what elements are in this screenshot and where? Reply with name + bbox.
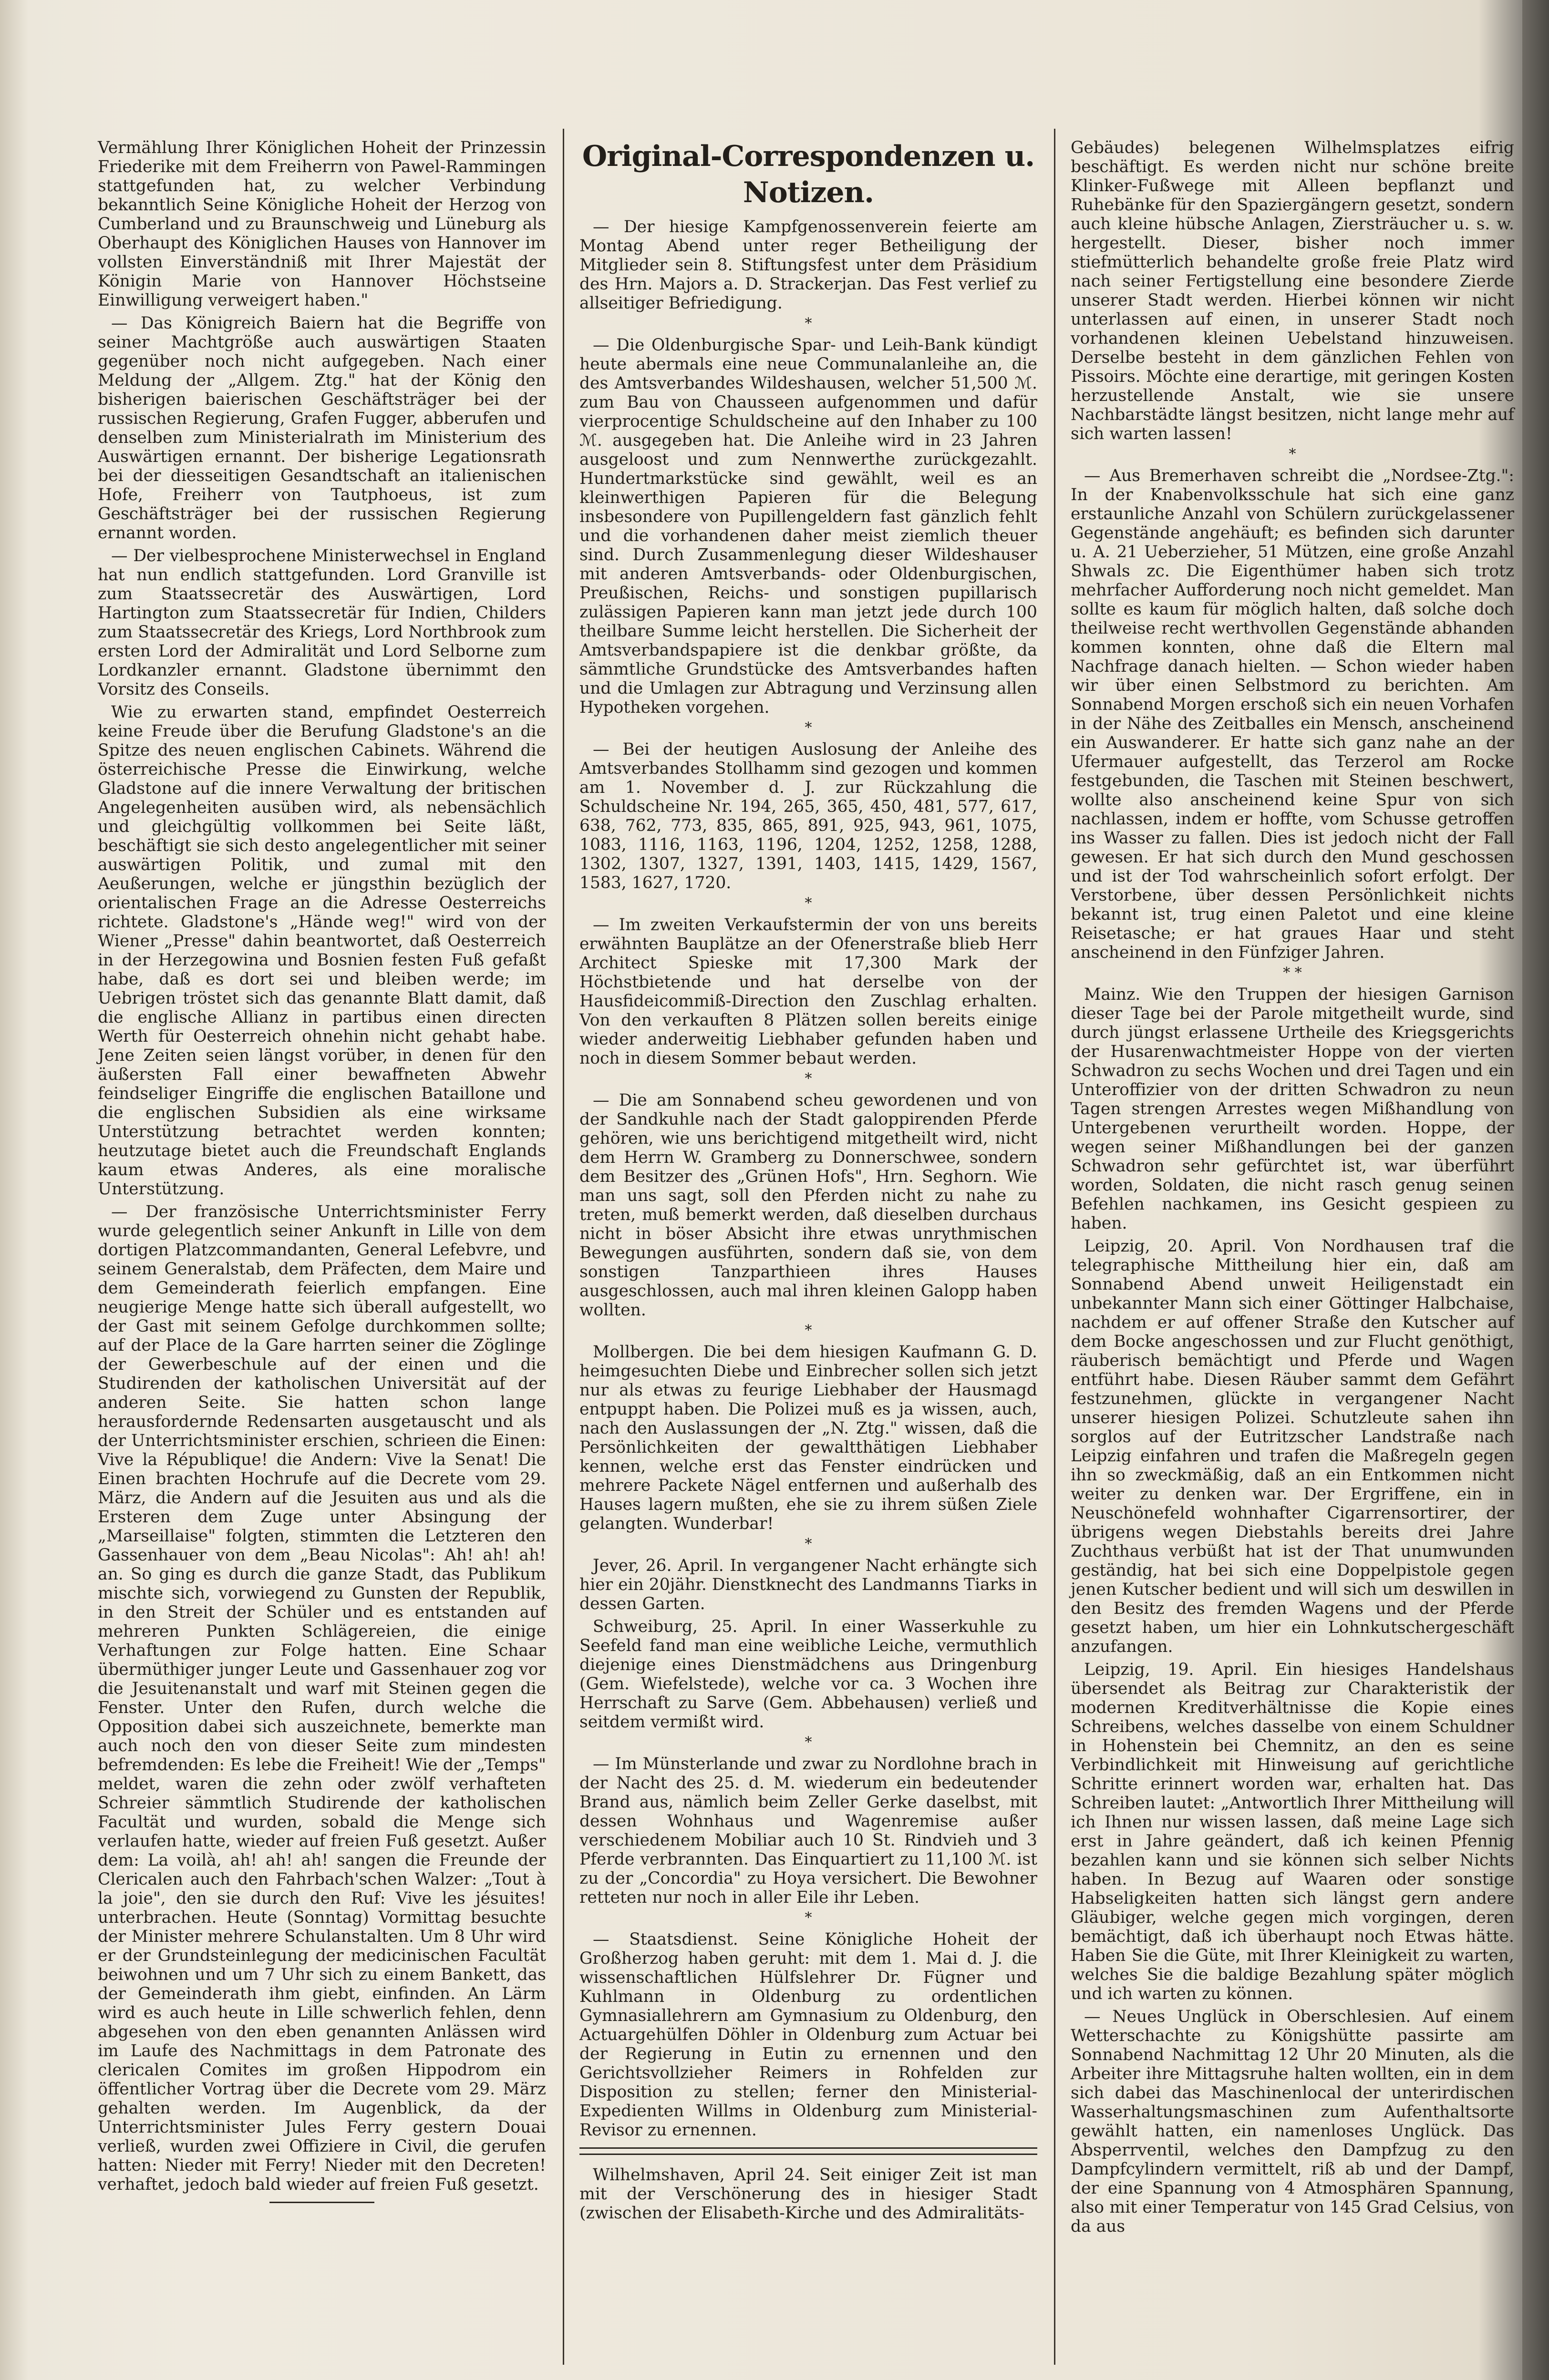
article-pferde: — Die am Sonnabend scheu gewordenen und von der Sandkuhle nach der Stadt galoppirenden Pferde gehören, wie uns berichtigend mitgetheilt wird, nicht dem Herrn W. Gramberg zu Donnerschwee, sondern dem Besitzer des „Grünen Hofs", Hrn. Seghorn. Wie man uns sagt, soll den Pferden nicht zu nahe zu treten, muß bemerkt werden, daß dieselben durchaus nicht in böser Absicht ihre etwas unrythmischen Bewegungen ausführten, sondern daß sie, von dem sonstigen Tanzparthieen ihres Hauses ausgeschlossen, auch mal ihren kleinen Galopp haben wollten. bbox=[579, 1091, 1037, 1320]
separator-star: * bbox=[805, 1734, 812, 1751]
column-2 bbox=[579, 138, 1037, 2226]
article-wilhelmsplatz-cont: Gebäudes) belegenen Wilhelmsplatzes eifrig beschäftigt. Es werden nicht nur schöne breite Klinker-Fußwege mit Alleen bepflanzt und Ruhebänke für den Spaziergängern gesetzt, sondern auch kleine hübsche Anlagen, Ziersträucher u. s. w. hergestellt. Dieser, bisher noch immer stiefmütterlich behandelte große freie Platz wird nach seiner Fertigstellung eine besondere Zierde unserer Stadt werden. Hierbei können wir nicht unterlassen auf einen, in unserer Stadt noch vorhandenen kleinen Uebelstand hinzuweisen. Derselbe besteht in dem gänzlichen Fehlen von Pissoirs. Möchte eine derartige, mit geringen Kosten herzustellende Anstalt, wie sie unsere Nachbarstädte längst besitzen, nicht lange mehr auf sich warten lassen! bbox=[1071, 138, 1514, 443]
article-staatsdienst: — Staatsdienst. Seine Königliche Hoheit der Großherzog haben geruht: mit dem 1. Mai d. J. die wissenschaftlichen Hülfslehrer Dr. Fügner und Kuhlmann in Oldenburg zu ordentlichen Gymnasiallehrern am Gymnasium zu Oldenburg, den Actuargehülfen Döhler in Oldenburg zum Actuar bei der Regierung in Eutin zu ernennen und den Gerichtsvollzieher Reimers in Rohfelden zur Disposition zu stellen; ferner den Ministerial-Expedienten Willms in Oldenburg zum Ministerial-Revisor zu ernennen. bbox=[579, 1930, 1037, 2140]
article-bavaria: — Das Königreich Baiern hat die Begriffe von seiner Machtgröße auch auswärtigen Staaten gegenüber noch nicht aufgegeben. Nach einer Meldung der „Allgem. Ztg." hat der König den bisherigen baierischen Geschäftsträger bei der russischen Regierung, Grafen Fugger, abberufen und denselben zum Ministerialrath im Ministerium des Auswärtigen ernannt. Der bisherige Legationsrath bei der diesseitigen Gesandtschaft an italienischen Hofe, Freiherr von Tautphoeus, ist zum Geschäftsträger bei der russischen Regierung ernannt worden. bbox=[98, 314, 546, 543]
section-heading: Original-Correspondenzen u. Notizen. bbox=[582, 140, 1035, 209]
separator-star: * bbox=[805, 895, 812, 912]
article-schweiburg: Schweiburg, 25. April. In einer Wasserkuhle zu Seefeld fand man eine weibliche Leiche, vermuthlich diejenige eines Dienstmädchens aus Dringenburg (Gem. Wiefelstede), welche vor ca. 3 Wochen ihre Herrschaft zu Sarve (Gem. Abbehausen) verließ und seitdem vermißt wird. bbox=[579, 1617, 1037, 1732]
article-auslosung: — Bei der heutigen Auslosung der Anleihe des Amtsverbandes Stollhamm sind gezogen und kommen am 1. November d. J. zur Rückzahlung die Schuldscheine Nr. 194, 265, 365, 450, 481, 577, 617, 638, 762, 773, 835, 865, 891, 925, 943, 961, 1075, 1083, 1116, 1163, 1196, 1204, 1252, 1258, 1288, 1302, 1307, 1327, 1391, 1403, 1415, 1429, 1567, 1583, 1627, 1720. bbox=[579, 740, 1037, 892]
article-jever: Jever, 26. April. In vergangener Nacht erhängte sich hier ein 20jähr. Dienstknecht des Landmanns Tiarks in dessen Garten. bbox=[579, 1556, 1037, 1613]
separator-star: * bbox=[805, 1909, 812, 1926]
article-austria: Wie zu erwarten stand, empfindet Oesterreich keine Freude über die Berufung Gladstone's an die Spitze des neuen englischen Cabinets. Während die österreichische Presse die Einwirkung, welche Gladstone auf die innere Verwaltung der britischen Angelegenheiten ausüben wird, als nebensächlich und gleichgültig vollkommen bei Seite läßt, beschäftigt sie sich desto angelegentlicher mit seiner auswärtigen Politik, und zumal mit den Aeußerungen, welche er jüngsthin bezüglich der orientalischen Frage an die Adresse Oesterreichs richtete. Gladstone's „Hände weg!" wird von der Wiener „Presse" dahin beantwortet, daß Oesterreich in der Herzegowina und Bosnien festen Fuß gefaßt habe, daß es dort sei und bleiben werde; im Uebrigen tröstet sich das genannte Blatt damit, daß die englische Allianz in partibus einen directen Werth für Oesterreich ohnehin nicht gehabt habe. Jene Zeiten seien längst vorüber, in denen für den äußersten Fall einer bewaffneten Abwehr feindseliger Eingriffe die englischen Bataillone und die englischen Subsidien als eine wirksame Unterstützung betrachtet werden konnten; heutzutage bietet auch die Freundschaft Englands kaum etwas Anderes, als eine moralische Unterstützung. bbox=[98, 703, 546, 1199]
article-kampfgenossenverein: — Der hiesige Kampfgenossenverein feierte am Montag Abend unter reger Betheiligung der Mitglieder sein 8. Stiftungsfest unter dem Präsidium des Hrn. Majors a. D. Strackerjan. Das Fest verlief zu allseitiger Befriedigung. bbox=[579, 217, 1037, 313]
section-rule bbox=[269, 2202, 374, 2203]
separator-star: * bbox=[1289, 446, 1296, 462]
column-3 bbox=[1071, 138, 1514, 2240]
separator-star: * bbox=[805, 1070, 812, 1087]
column-1 bbox=[98, 138, 546, 2212]
article-ferry-lille: — Der französische Unterrichtsminister Ferry wurde gelegentlich seiner Ankunft in Lille von dem dortigen Platzcommandanten, General Lefebvre, und seinem Generalstab, dem Präfecten, dem Maire und dem Gemeinderath feierlich empfangen. Eine neugierige Menge hatte sich überall aufgestellt, wo der Gast mit seinem Gefolge durchkommen sollte; auf der Place de la Gare harrten seiner die Zöglinge der Gewerbeschule auf der einen und die Studirenden der katholischen Universität auf der anderen Seite. Sie hatten schon lange herausfordernde Redensarten ausgetauscht und als der Unterrichtsminister erschien, schrieen die Einen: Vive la République! die Andern: Vive la Senat! Die Einen brachten Hochrufe auf die Decrete vom 29. März, die Andern auf die Jesuiten aus und als die Ersteren dem Zuge unter Absingung der „Marseillaise" folgten, stimmten die Letzteren den Gassenhauer von dem „Beau Nicolas": Ah! ah! ah! an. So ging es durch die ganze Stadt, das Publikum mischte sich, vorwiegend zu Gunsten der Republik, in den Streit der Schüler und es entstanden auf mehreren Punkten Schlägereien, die einige Verhaftungen zur Folge hatten. Eine Schaar übermüthiger junger Leute und Gassenhauer zog vor die Jesuitenanstalt und warf mit Steinen gegen die Fenster. Unter den Rufen, durch welche die Opposition dabei sich auszeichnete, bemerkte man auch noch den von dieser Seite zum mindesten befremdenden: Es lebe die Freiheit! Wie der „Temps" meldet, waren die zehn oder zwölf verhafteten Schreier sämmtlich Studirende der katholischen Facultät und wurden, sobald die Menge sich verlaufen hatte, wieder auf freien Fuß gesetzt. Außer dem: La voilà, ah! ah! ah! sangen die Freunde der Clericalen auch den Fahrbach'schen Walzer: „Tout à la joie", den sie durch den Ruf: Vive les jésuites! unterbrachen. Heute (Sonntag) Vormittag besuchte der Minister mehrere Schulanstalten. Um 8 Uhr wird er der Grundsteinlegung der medicinischen Facultät beiwohnen und um 7 Uhr sich zu einem Bankett, das der Gemeinderath ihm giebt, einfinden. An Lärm wird es auch heute in Lille schwerlich fehlen, denn abgesehen von den eben genannten Anlässen wird im Laufe des Nachmittags in dem Patronate des clericalen Comites im großen Hippodrom ein öffentlicher Vortrag über die Decrete vom 29. März gehalten werden. Im Augenblick, da der Unterrichtsminister Jules Ferry gestern Douai verließ, wurden zwei Offiziere in Civil, die gerufen hatten: Nieder mit Ferry! Nieder mit den Decreten! verhaftet, jedoch bald wieder auf freien Fuß gesetzt. bbox=[98, 1202, 546, 2194]
article-oberschlesien: — Neues Unglück in Oberschlesien. Auf einem Wetterschachte zu Königshütte passirte am Sonnabend Nachmittag 12 Uhr 20 Minuten, als die Arbeiter ihre Mittagsruhe halten wollten, ein in dem sich dabei das Maschinenlocal der unterirdischen Wasserhaltungsmaschinen zum Aufenthaltsorte gewählt hatten, ein namenloses Unglück. Das Absperrventil, welches den Dampfzug zu den Dampfcylindern vermittelt, riß ab und der Dampf, der eine Spannung von 4 Atmosphären Spannung, also mit einer Temperatur von 145 Grad Celsius, von da aus bbox=[1071, 2007, 1514, 2236]
article-mollbergen: Mollbergen. Die bei dem hiesigen Kaufmann G. D. heimgesuchten Diebe und Einbrecher sollen sich jetzt nur als etwas zu feurige Liebhaber der Hausmagd entpuppt haben. Die Polizei muß es ja wissen, auch, nach den Auslassungen der „N. Ztg." wissen, daß die Persönlichkeiten der gewaltthätigen Liebhaber kennen, welche erst das Fenster eindrücken und mehrere Packete Nägel entfernen und außerhalb des Hauses lagern mußten, ehe sie zu ihrem süßen Ziele gelangten. Wunderbar! bbox=[579, 1343, 1037, 1533]
separator-star: * * bbox=[1283, 964, 1302, 981]
article-wilhelmshaven: Wilhelmshaven, April 24. Seit einiger Zeit ist man mit der Verschönerung des in hiesiger Stadt (zwischen der Elisabeth-Kirche und des Admiralitäts- bbox=[579, 2165, 1037, 2223]
article-england-ministry: — Der vielbesprochene Ministerwechsel in England hat nun endlich stattgefunden. Lord Granville ist zum Staatssecretär des Auswärtigen, Lord Hartington zum Staatssecretär für Indien, Childers zum Staatssecretär des Kriegs, Lord Northbrook zum ersten Lord der Admiralität und Lord Selborne zum Lordkanzler ernannt. Gladstone übernimmt den Vorsitz des Conseils. bbox=[98, 546, 546, 699]
section-double-rule bbox=[579, 2147, 1037, 2155]
article-royal-wedding: Vermählung Ihrer Königlichen Hoheit der Prinzessin Friederike mit dem Freiherrn von Pawel-Rammingen stattgefunden hat, zu welcher Verbindung bekanntlich Seine Königliche Hoheit der Herzog von Cumberland und zu Braunschweig und Lüneburg als Oberhaupt des Königlichen Hauses von Hannover im vollsten Einverständniß mit Ihrer Majestät der Königin Marie von Hannover Höchstseine Einwilligung verweigert haben." bbox=[98, 138, 546, 310]
separator-star: * bbox=[805, 719, 812, 736]
article-muensterland: — Im Münsterlande und zwar zu Nordlohne brach in der Nacht des 25. d. M. wiederum ein bedeutender Brand aus, nämlich beim Zeller Gerke daselbst, mit dessen Wohnhaus und Wagenremise außer verschiedenem Mobiliar auch 10 St. Rindvieh und 3 Pferde verbrannten. Das Einquartiert zu 11,100 ℳ. ist zu der „Concordia" zu Hoya versichert. Die Bewohner retteten nur noch in aller Eile ihr Leben. bbox=[579, 1754, 1037, 1907]
article-mainz: Mainz. Wie den Truppen der hiesigen Garnison dieser Tage bei der Parole mitgetheilt wurde, sind durch jüngst erlassene Urtheile des Kriegsgerichts der Husarenwachtmeister Hoppe von der vierten Schwadron zu sechs Wochen und drei Tagen und ein Unteroffizier von der dritten Schwadron zu neun Tagen strengen Arrestes wegen Mißhandlung von Untergebenen verurtheilt worden. Hoppe, der wegen seiner Mißhandlungen bei der ganzen Schwadron sehr gefürchtet ist, war überführt worden, Soldaten, die nicht rasch genug seinen Befehlen nachkamen, ins Gesicht gespieen zu haben. bbox=[1071, 985, 1514, 1233]
column-rule bbox=[563, 129, 564, 2365]
article-spar-leihbank: — Die Oldenburgische Spar- und Leih-Bank kündigt heute abermals eine neue Communalanleihe an, die des Amtsverbandes Wildeshausen, welcher 51,500 ℳ. zum Bau von Chausseen aufgenommen und dafür vierprocentige Schuldscheine auf den Inhaber zu 100 ℳ. ausgegeben hat. Die Anleihe wird in 23 Jahren ausgeloost und zum Nennwerthe zurückgezahlt. Hundertmarkstücke sind gewählt, weil es an kleinwerthigen Papieren für die Belegung insbesondere von Pupillengeldern fast gänzlich fehlt und die vorhandenen daher meist ziemlich theuer sind. Durch Zusammenlegung dieser Wildeshauser mit anderen Amtsverbands- oder Oldenburgischen, Preußischen, Reichs- und sonstigen pupillarisch zulässigen Papieren kann man jetzt jede durch 100 theilbare Summe leicht herstellen. Die Sicherheit der Amtsverbandspapiere ist die denkbar größte, da sämmtliche Grundstücke des Amtsverbandes haften und die Umlagen zur Abtragung und Verzinsung allen Hypotheken vorgehen. bbox=[579, 336, 1037, 717]
separator-star: * bbox=[805, 1322, 812, 1339]
column-rule bbox=[1054, 129, 1055, 2365]
article-leipzig-19: Leipzig, 19. April. Ein hiesiges Handelshaus übersendet als Beitrag zur Charakteristik der modernen Kreditverhältnisse die Kopie eines Schreibens, welches dasselbe von einem Schuldner in Hohenstein bei Chemnitz, an den es seine Verbindlichkeit mit Hinweisung auf gerichtliche Schritte erinnert worden war, erhalten hat. Das Schreiben lautet: „Antwortlich Ihrer Mittheilung will ich Ihnen nur wissen lassen, daß meine Lage sich erst in Jahre geändert, daß ich keinen Pfennig bezahlen kann und sie können sich selber Nichts haben. In Bezug auf Waaren oder sonstige Habseligkeiten hatten sich längst gern andere Gläubiger, welche gegen mich vorgingen, deren bemächtigt, daß ich überhaupt noch Etwas hätte. Haben Sie die Güte, mit Ihrer Kleinigkeit zu warten, welches Sie die baldige Bezahlung später möglich und ich warten zu können. bbox=[1071, 1660, 1514, 2003]
article-bauplaetze: — Im zweiten Verkaufstermin der von uns bereits erwähnten Bauplätze an der Ofenerstraße blieb Herr Architect Spieske mit 17,300 Mark der Höchstbietende und hat derselbe von der Hausfideicommiß-Direction den Zuschlag erhalten. Von den verkauften 8 Plätzen sollen bereits einige wieder anderweitig Liebhaber gefunden haben und noch in diesem Sommer bebaut werden. bbox=[579, 915, 1037, 1068]
binding-edge bbox=[1522, 0, 1549, 2380]
separator-star: * bbox=[805, 315, 812, 332]
separator-star: * bbox=[805, 1536, 812, 1552]
article-bremerhaven: — Aus Bremerhaven schreibt die „Nordsee-Ztg.": In der Knabenvolksschule hat sich eine ganz erstaunliche Anzahl von Schülern zurückgelassener Gegenstände angehäuft; es befinden sich darunter u. A. 21 Ueberzieher, 51 Mützen, eine große Anzahl Shwals zc. Die Eigenthümer haben sich trotz mehrfacher Aufforderung noch nicht gemeldet. Man sollte es kaum für möglich halten, daß solche doch theilweise recht werthvollen Gegenstände abhanden kommen konnten, ohne daß die Eltern mal Nachfrage danach hielten. — Schon wieder haben wir über einen Selbstmord zu berichten. Am Sonnabend Morgen erschoß sich ein neuen Vorhafen in der Nähe des Zeitballes ein Mensch, anscheinend ein Auswanderer. Er hatte sich ganz nahe an der Ufermauer aufgestellt, das Terzerol am Rocke festgebunden, die Taschen mit Steinen beschwert, wollte also anscheinend keine Spur von sich nachlassen, indem er hoffte, vom Schusse getroffen ins Wasser zu fallen. Dies ist jedoch nicht der Fall gewesen. Er hat sich durch den Mund geschossen und ist der Tod wahrscheinlich sofort erfolgt. Der Verstorbene, über dessen Persönlichkeit nichts bekannt ist, trug einen Paletot und eine kleine Reisetasche; er hat graues Haar und steht anscheinend in den Fünfziger Jahren. bbox=[1071, 466, 1514, 962]
article-leipzig-20: Leipzig, 20. April. Von Nordhausen traf die telegraphische Mittheilung hier ein, daß am Sonnabend Abend unweit Heiligenstadt ein unbekannter Mann sich einer Göttinger Halbchaise, nachdem er auf offener Straße den Kutscher auf dem Bocke angeschossen und zur Flucht genöthigt, räuberisch bemächtigt und Pferde und Wagen entführt habe. Diesen Räuber sammt dem Gefährt festzunehmen, glückte in vergangener Nacht unserer hiesigen Polizei. Schutzleute sahen ihn sorglos auf der Eutritzscher Landstraße nach Leipzig einfahren und trafen die Maßregeln gegen ihn so zweckmäßig, daß an ein Entkommen nicht weiter zu denken war. Der Ergriffene, ein in Neuschönefeld wohnhafter Cigarrensortirer, der übrigens wegen Diebstahls bereits drei Jahre Zuchthaus verbüßt hat ist der That unumwunden geständig, hat bei sich eine Doppelpistole gegen jenen Kutscher bedient und will sich um deswillen in den Besitz des fremden Wagens und der Pferde gesetzt haben, um hier ein Lohnkutschergeschäft anzufangen. bbox=[1071, 1237, 1514, 1656]
